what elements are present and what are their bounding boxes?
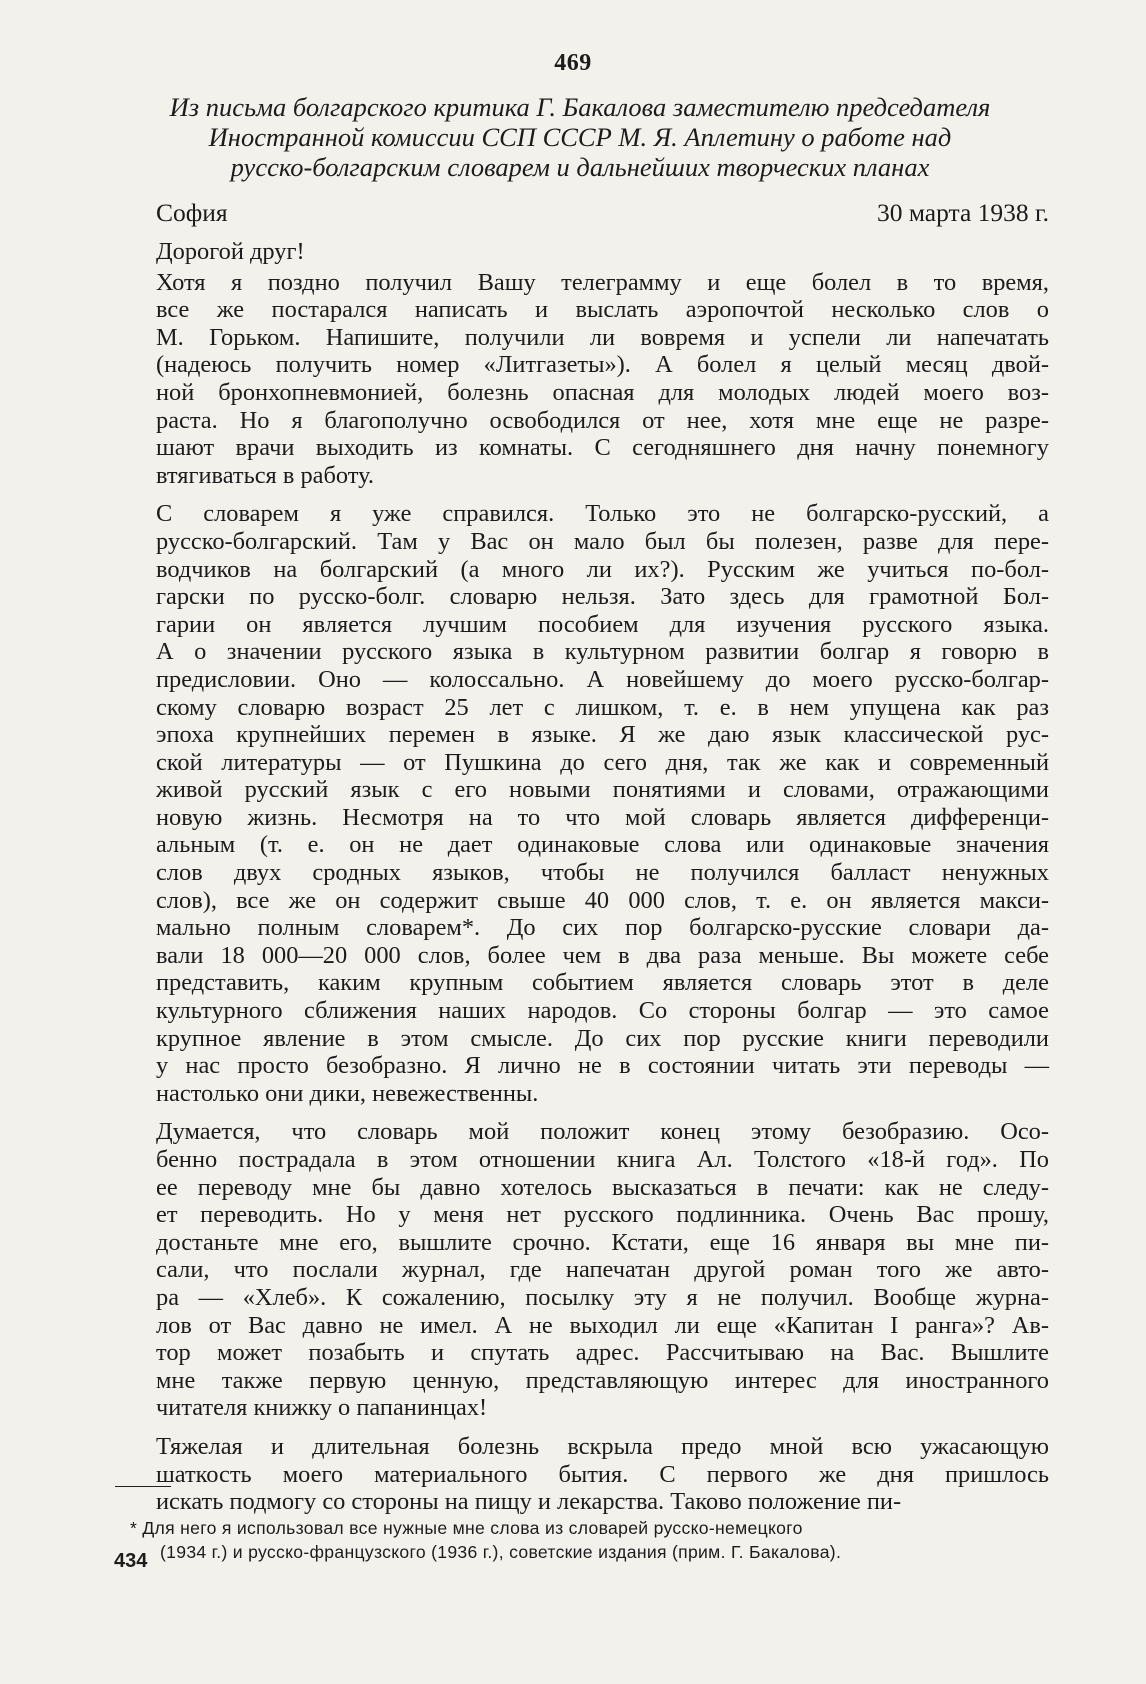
paragraph-line: М. Горьком. Напишите, получили ли вовремя и успели ли напечатать xyxy=(156,323,1049,351)
paragraph-line: представить, каким крупным событием является словарь этот в деле xyxy=(156,969,1049,997)
page-number: 434 xyxy=(114,1550,148,1572)
paragraph-line: ной бронхопневмонией, болезнь опасная для молодых людей моего воз- xyxy=(156,378,1049,406)
paragraph-line: А о значении русского языка в культурном развитии болгар я говорю в xyxy=(156,638,1049,666)
paragraph-line: мне также первую ценную, представляющую интерес для иностранного xyxy=(156,1366,1049,1394)
paragraph-line: русско-болгарский. Там у Вас он мало был бы полезен, разве для пере- xyxy=(156,527,1049,555)
paragraph-line: вали 18 000—20 000 слов, более чем в два раза меньше. Вы можете себе xyxy=(156,941,1049,969)
paragraph-line: раста. Но я благополучно освободился от нее, хотя мне еще не разре- xyxy=(156,406,1049,434)
paragraph-line: втягиваться в работу. xyxy=(156,461,374,489)
paragraph-line: слов двух сродных языков, чтобы не получился балласт ненужных xyxy=(156,859,1049,887)
salutation: Дорогой друг! xyxy=(156,238,305,265)
paragraph-line: альным (т. е. он не дает одинаковые слова или одинаковые значения xyxy=(156,831,1049,859)
paragraph-line: ее переводу мне бы давно хотелось высказаться в печати: как не следу- xyxy=(156,1173,1049,1201)
letter-date: 30 марта 1938 г. xyxy=(876,198,1049,227)
paragraph-line: С словарем я уже справился. Только это не болгарско-русский, а xyxy=(156,500,1049,528)
document-heading xyxy=(100,92,1060,182)
heading-line: Иностранной комиссии ССП СССР М. Я. Аплетину о работе над xyxy=(208,122,952,152)
paragraph-line: гарски по русско-болг. словарю нельзя. Зато здесь для грамотной Бол- xyxy=(156,583,1049,611)
paragraph-line: ра — «Хлеб». К сожалению, посылку эту я не получил. Вообще журна- xyxy=(156,1283,1049,1311)
paragraph-line: эпоха крупнейших перемен в языке. Я же даю язык классической рус- xyxy=(156,721,1049,749)
paragraph-line: тор может позабыть и спутать адрес. Рассчитываю на Вас. Вышлите xyxy=(156,1339,1049,1367)
paragraph-line: ской литературы — от Пушкина до сего дня, так же как и современный xyxy=(156,748,1049,776)
heading-line: русско-болгарским словарем и дальнейших творческих планах xyxy=(230,152,930,182)
paragraph-line: настолько они дики, невежественны. xyxy=(156,1079,539,1107)
paragraph-line: читателя книжку о папанинцах! xyxy=(156,1394,488,1422)
letter-paragraph xyxy=(156,1118,1049,1422)
letter-paragraph xyxy=(156,1433,1049,1516)
paragraph-line: у нас просто безобразно. Я лично не в состоянии читать эти переводы — xyxy=(156,1052,1049,1080)
paragraph-line: сали, что послали журнал, где напечатан другой роман того же авто- xyxy=(156,1256,1049,1284)
footnote-line: (1934 г.) и русско-французского (1936 г.), советские издания (прим. Г. Бакалова). xyxy=(160,1542,842,1562)
paragraph-line: Хотя я поздно получил Вашу телеграмму и еще болел в то время, xyxy=(156,268,1049,296)
paragraph-line: водчиков на болгарский (а много ли их?). Русским же учиться по-бол- xyxy=(156,555,1049,583)
paragraph-line: шают врачи выходить из комнаты. С сегодняшнего дня начну понемногу xyxy=(156,434,1049,462)
paragraph-line: Тяжелая и длительная болезнь вскрыла предо мной всю ужасающую xyxy=(156,1432,1049,1460)
paragraph-line: предисловии. Оно — колоссально. А новейшему до моего русско-болгар- xyxy=(156,665,1049,693)
document-number: 469 xyxy=(554,50,592,76)
paragraph-line: крупное явление в этом смысле. До сих пор русские книги переводили xyxy=(156,1024,1049,1052)
letter-paragraph xyxy=(156,269,1049,490)
paragraph-line: скому словарю возраст 25 лет с лишком, т. е. в нем упущена как раз xyxy=(156,693,1049,721)
paragraph-line: мально полным словарем*. До сих пор болгарско-русские словари да- xyxy=(156,914,1049,942)
paragraph-line: бенно пострадала в этом отношении книга Ал. Толстого «18-й год». По xyxy=(156,1146,1049,1173)
paragraph-line: живой русский язык с его новыми понятиями и словами, отражающими xyxy=(156,776,1049,804)
paragraph-line: культурного сближения наших народов. Со стороны болгар — это самое xyxy=(156,997,1049,1025)
footnote-divider xyxy=(115,1486,171,1487)
paragraph-line: лов от Вас давно не имел. А не выходил ли еще «Капитан I ранга»? Ав- xyxy=(156,1311,1049,1339)
paragraph-line: (надеюсь получить номер «Литгазеты»). А болел я целый месяц двой- xyxy=(156,351,1049,379)
paragraph-line: Думается, что словарь мой положит конец этому безобразию. Осо- xyxy=(156,1118,1049,1146)
letter-paragraph xyxy=(156,500,1049,1107)
paragraph-line: достаньте мне его, вышлите срочно. Кстати, еще 16 января вы мне пи- xyxy=(156,1228,1049,1256)
heading-line: Из письма болгарского критика Г. Бакалова заместителю председателя xyxy=(169,92,991,122)
letter-body xyxy=(156,238,1049,1527)
paragraph-line: шаткость моего материального бытия. С первого же дня пришлось xyxy=(156,1460,1049,1488)
paragraph-line: все же постарался написать и выслать аэропочтой несколько слов о xyxy=(156,296,1049,324)
paragraph-line: гарии он является лучшим пособием для изучения русского языка. xyxy=(156,610,1049,638)
footnote-line: * Для него я использовал все нужные мне слова из словарей русско-немецкого xyxy=(130,1518,803,1538)
paragraph-line: искать подмогу со стороны на пищу и лекарства. Таково положение пи- xyxy=(156,1488,902,1516)
footnote xyxy=(130,1516,1049,1564)
paragraph-line: ет переводить. Но у меня нет русского подлинника. Очень Вас прошу, xyxy=(156,1201,1049,1229)
paragraph-line: слов), все же он содержит свыше 40 000 слов, т. е. он является макси- xyxy=(156,886,1049,914)
paragraph-line: новую жизнь. Несмотря на то что мой словарь является дифференци- xyxy=(156,803,1049,831)
letter-place: София xyxy=(156,198,228,227)
